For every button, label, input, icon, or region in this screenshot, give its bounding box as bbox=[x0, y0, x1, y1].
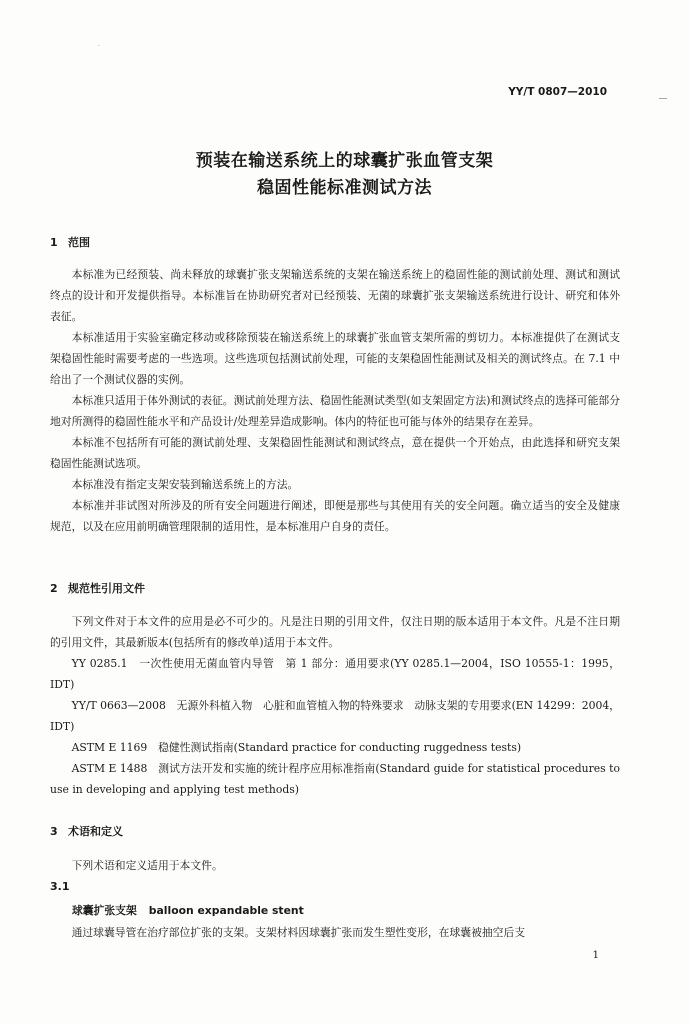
reference-item: YY 0285.1 一次性使用无菌血管内导管 第 1 部分：通用要求(YY 0285.1—2004，ISO 10555-1：1995，IDT) bbox=[50, 657, 620, 691]
section-heading-terms bbox=[50, 823, 123, 839]
scope-paragraph: 本标准没有指定支架安装到输送系统上的方法。 bbox=[71, 478, 299, 491]
standard-code: YY/T 0807—2010 bbox=[508, 86, 607, 98]
scope-paragraph: 本标准并非试图对所涉及的所有安全问题进行阐述，即便是那些与其使用有关的安全问题。确立适当的安全及健康规范，以及在应用前明确管理限制的适用性，是本标准用户自身的责任。 bbox=[50, 499, 620, 533]
section-number: 3 bbox=[50, 825, 58, 838]
term-definition: 通过球囊导管在治疗部位扩张的支架。支架材料因球囊扩张而发生塑性变形，在球囊被抽空后支 bbox=[71, 926, 526, 939]
section-number: 2 bbox=[50, 582, 58, 595]
reference-item: ASTM E 1169 稳健性测试指南(Standard practice for conducting ruggedness tests) bbox=[71, 741, 522, 754]
document-title-line2: 稳固性能标准测试方法 bbox=[257, 178, 432, 198]
term-en: balloon expandable stent bbox=[148, 904, 304, 917]
section-title: 术语和定义 bbox=[68, 825, 123, 838]
scan-mark bbox=[659, 98, 667, 99]
scope-paragraph: 本标准不包括所有可能的测试前处理、支架稳固性能测试和测试终点，意在提供一个开始点，由此选择和研究支架稳固性能测试选项。 bbox=[50, 436, 620, 470]
section-heading-scope bbox=[50, 234, 90, 250]
scope-paragraph: 本标准适用于实验室确定移动或移除预装在输送系统上的球囊扩张血管支架所需的剪切力。本标准提供了在测试支架稳固性能时需要考虑的一些选项。这些选项包括测试前处理，可能的支架稳固性能测试及相关的测试终点。在 7.1 中给出了一个测试仪器的实例。 bbox=[50, 331, 620, 386]
scope-paragraph: 本标准为已经预装、尚未释放的球囊扩张支架输送系统的支架在输送系统上的稳固性能的测试前处理、测试和测试终点的设计和开发提供指导。本标准旨在协助研究者对已经预装、无菌的球囊扩张支架输送系统进行设计、研究和体外表征。 bbox=[50, 268, 620, 323]
term-number: 3.1 bbox=[50, 880, 70, 893]
term-entry bbox=[72, 903, 304, 918]
section-number: 1 bbox=[50, 236, 58, 249]
reference-item: YY/T 0663—2008 无源外科植入物 心脏和血管植入物的特殊要求 动脉支架的专用要求(EN 14299：2004，IDT) bbox=[50, 699, 620, 733]
scope-paragraph: 本标准只适用于体外测试的表征。测试前处理方法、稳固性能测试类型(如支架固定方法)和测试终点的选择可能部分地对所测得的稳固性能水平和产品设计/处理差异造成影响。体内的特征也可能与体外的结果存在差异。 bbox=[50, 394, 620, 428]
terms-intro: 下列术语和定义适用于本文件。 bbox=[71, 859, 223, 872]
page-number: 1 bbox=[592, 950, 599, 961]
section-title: 规范性引用文件 bbox=[68, 582, 145, 595]
reference-item: ASTM E 1488 测试方法开发和实施的统计程序应用标准指南(Standard guide for statistical procedures to use in developing and applying test methods) bbox=[50, 762, 620, 796]
document-title-line1: 预装在输送系统上的球囊扩张血管支架 bbox=[195, 151, 494, 171]
references-intro: 下列文件对于本文件的应用是必不可少的。凡是注日期的引用文件，仅注日期的版本适用于本文件。凡是不注日期的引用文件，其最新版本(包括所有的修改单)适用于本文件。 bbox=[50, 615, 620, 649]
scan-speck: · bbox=[98, 43, 100, 50]
section-heading-normative-references bbox=[50, 580, 145, 596]
section-title: 范围 bbox=[68, 236, 90, 249]
term-zh: 球囊扩张支架 bbox=[72, 904, 137, 917]
